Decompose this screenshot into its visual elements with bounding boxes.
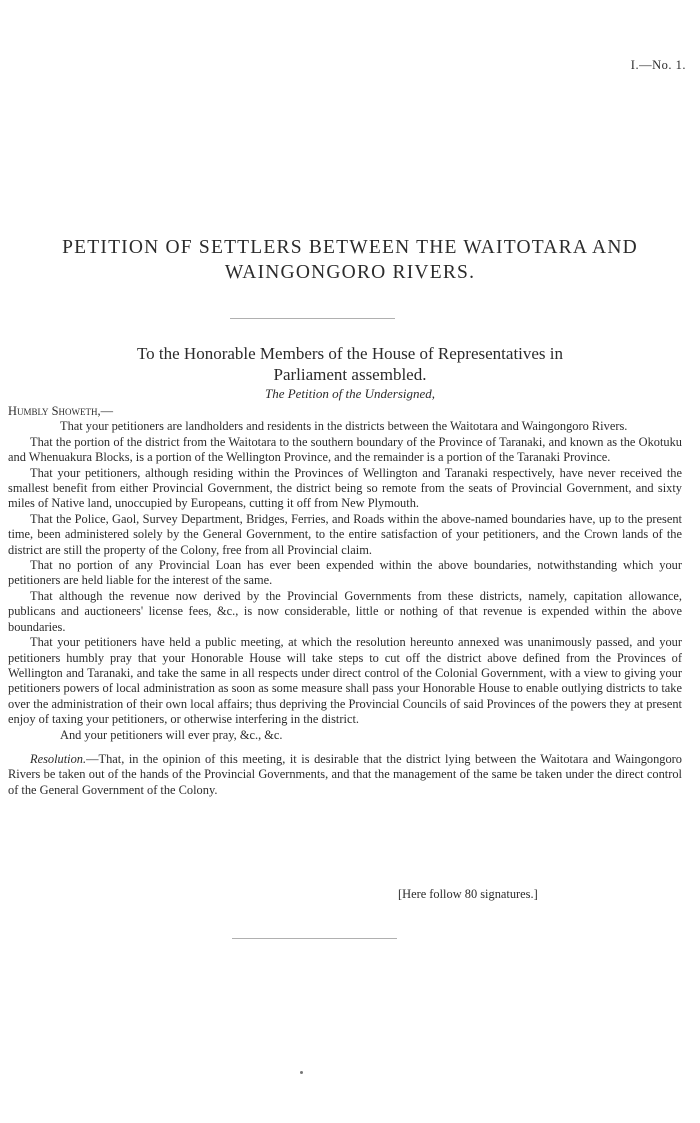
closing-line: And your petitioners will ever pray, &c., &c. [60, 727, 283, 742]
salutation: Humbly Showeth,— [8, 404, 114, 418]
paragraph: That your petitioners are landholders and residents in the districts between the Waitotara and Waingongoro Rivers. [60, 419, 628, 434]
signatures-note: [Here follow 80 signatures.] [398, 887, 538, 901]
paragraph: That the portion of the district from the Waitotara to the southern boundary of the Province of Taranaki, and known as the Okotuku and Whenuakura Blocks, is a portion of the Wellington Province, and the remainder is a portion of the Taranaki Province. [8, 434, 682, 465]
paragraph: That your petitioners have held a public meeting, at which the resolution hereunto annexed was unanimously passed, and your petitioners humbly pray that your Honorable House will take steps to cut off the district above defined from the Provinces of Wellington and Taranaki, and take the same in all respects under direct control of the Colonial Government, with a view to giving your petitioners powers of local administration as soon as some measure shall pass your Honorable House to enable outlying districts to take over the administration of their own local affairs; thus depriving the Provincial Councils of said Provinces of the powers they at present enjoy of taxing your petitioners, or otherwise interfering in the district. [8, 635, 682, 727]
document-title [0, 235, 700, 285]
title-line-1: PETITION OF SETTLERS BETWEEN THE WAITOTARA AND [62, 237, 638, 258]
paragraph: That your petitioners, although residing within the Provinces of Wellington and Taranaki respectively, have never received the smallest benefit from either Provincial Government, the district being so remote from the seats of Provincial Government, and sixty miles of Native land, unoccupied by Europeans, cutting it off from New Plymouth. [8, 465, 682, 511]
paragraph: That no portion of any Provincial Loan has ever been expended within the above boundaries, notwithstanding which your petitioners are held liable for the interest of the same. [8, 558, 682, 588]
bottom-divider [232, 938, 397, 939]
title-line-2: WAINGONGORO RIVERS. [224, 262, 476, 283]
paragraph: That the Police, Gaol, Survey Department, Bridges, Ferries, and Roads within the above-named boundaries have, up to the present time, been administered solely by the General Government, to the entire satisfaction of your petitioners, and the Crown lands of the district are still the property of the Colony, free from all Provincial claim. [8, 511, 682, 557]
document-reference: I.—No. 1. [630, 58, 686, 72]
address-heading [0, 343, 700, 385]
ink-speck [300, 1071, 303, 1074]
address-line-1: To the Honorable Members of the House of Representatives in [136, 344, 564, 363]
top-divider [230, 318, 395, 319]
petition-subtitle: The Petition of the Undersigned, [264, 386, 436, 401]
resolution-text: —That, in the opinion of this meeting, it is desirable that the district lying between the Waitotara and Waingongoro Rivers be taken out of the hands of the Provincial Governments, and that the management of the same be taken under the direct control of the General Government of the Colony. [8, 751, 682, 797]
resolution-label: Resolution. [30, 751, 87, 766]
petition-body [8, 404, 682, 798]
address-line-2: Parliament assembled. [273, 365, 427, 384]
paragraph: That although the revenue now derived by the Provincial Governments from these districts, namely, capitation allowance, publicans and auctioneers' license fees, &c., is now considerable, little or nothing of that revenue is expended within the above boundaries. [8, 588, 682, 634]
resolution-paragraph [8, 752, 682, 798]
